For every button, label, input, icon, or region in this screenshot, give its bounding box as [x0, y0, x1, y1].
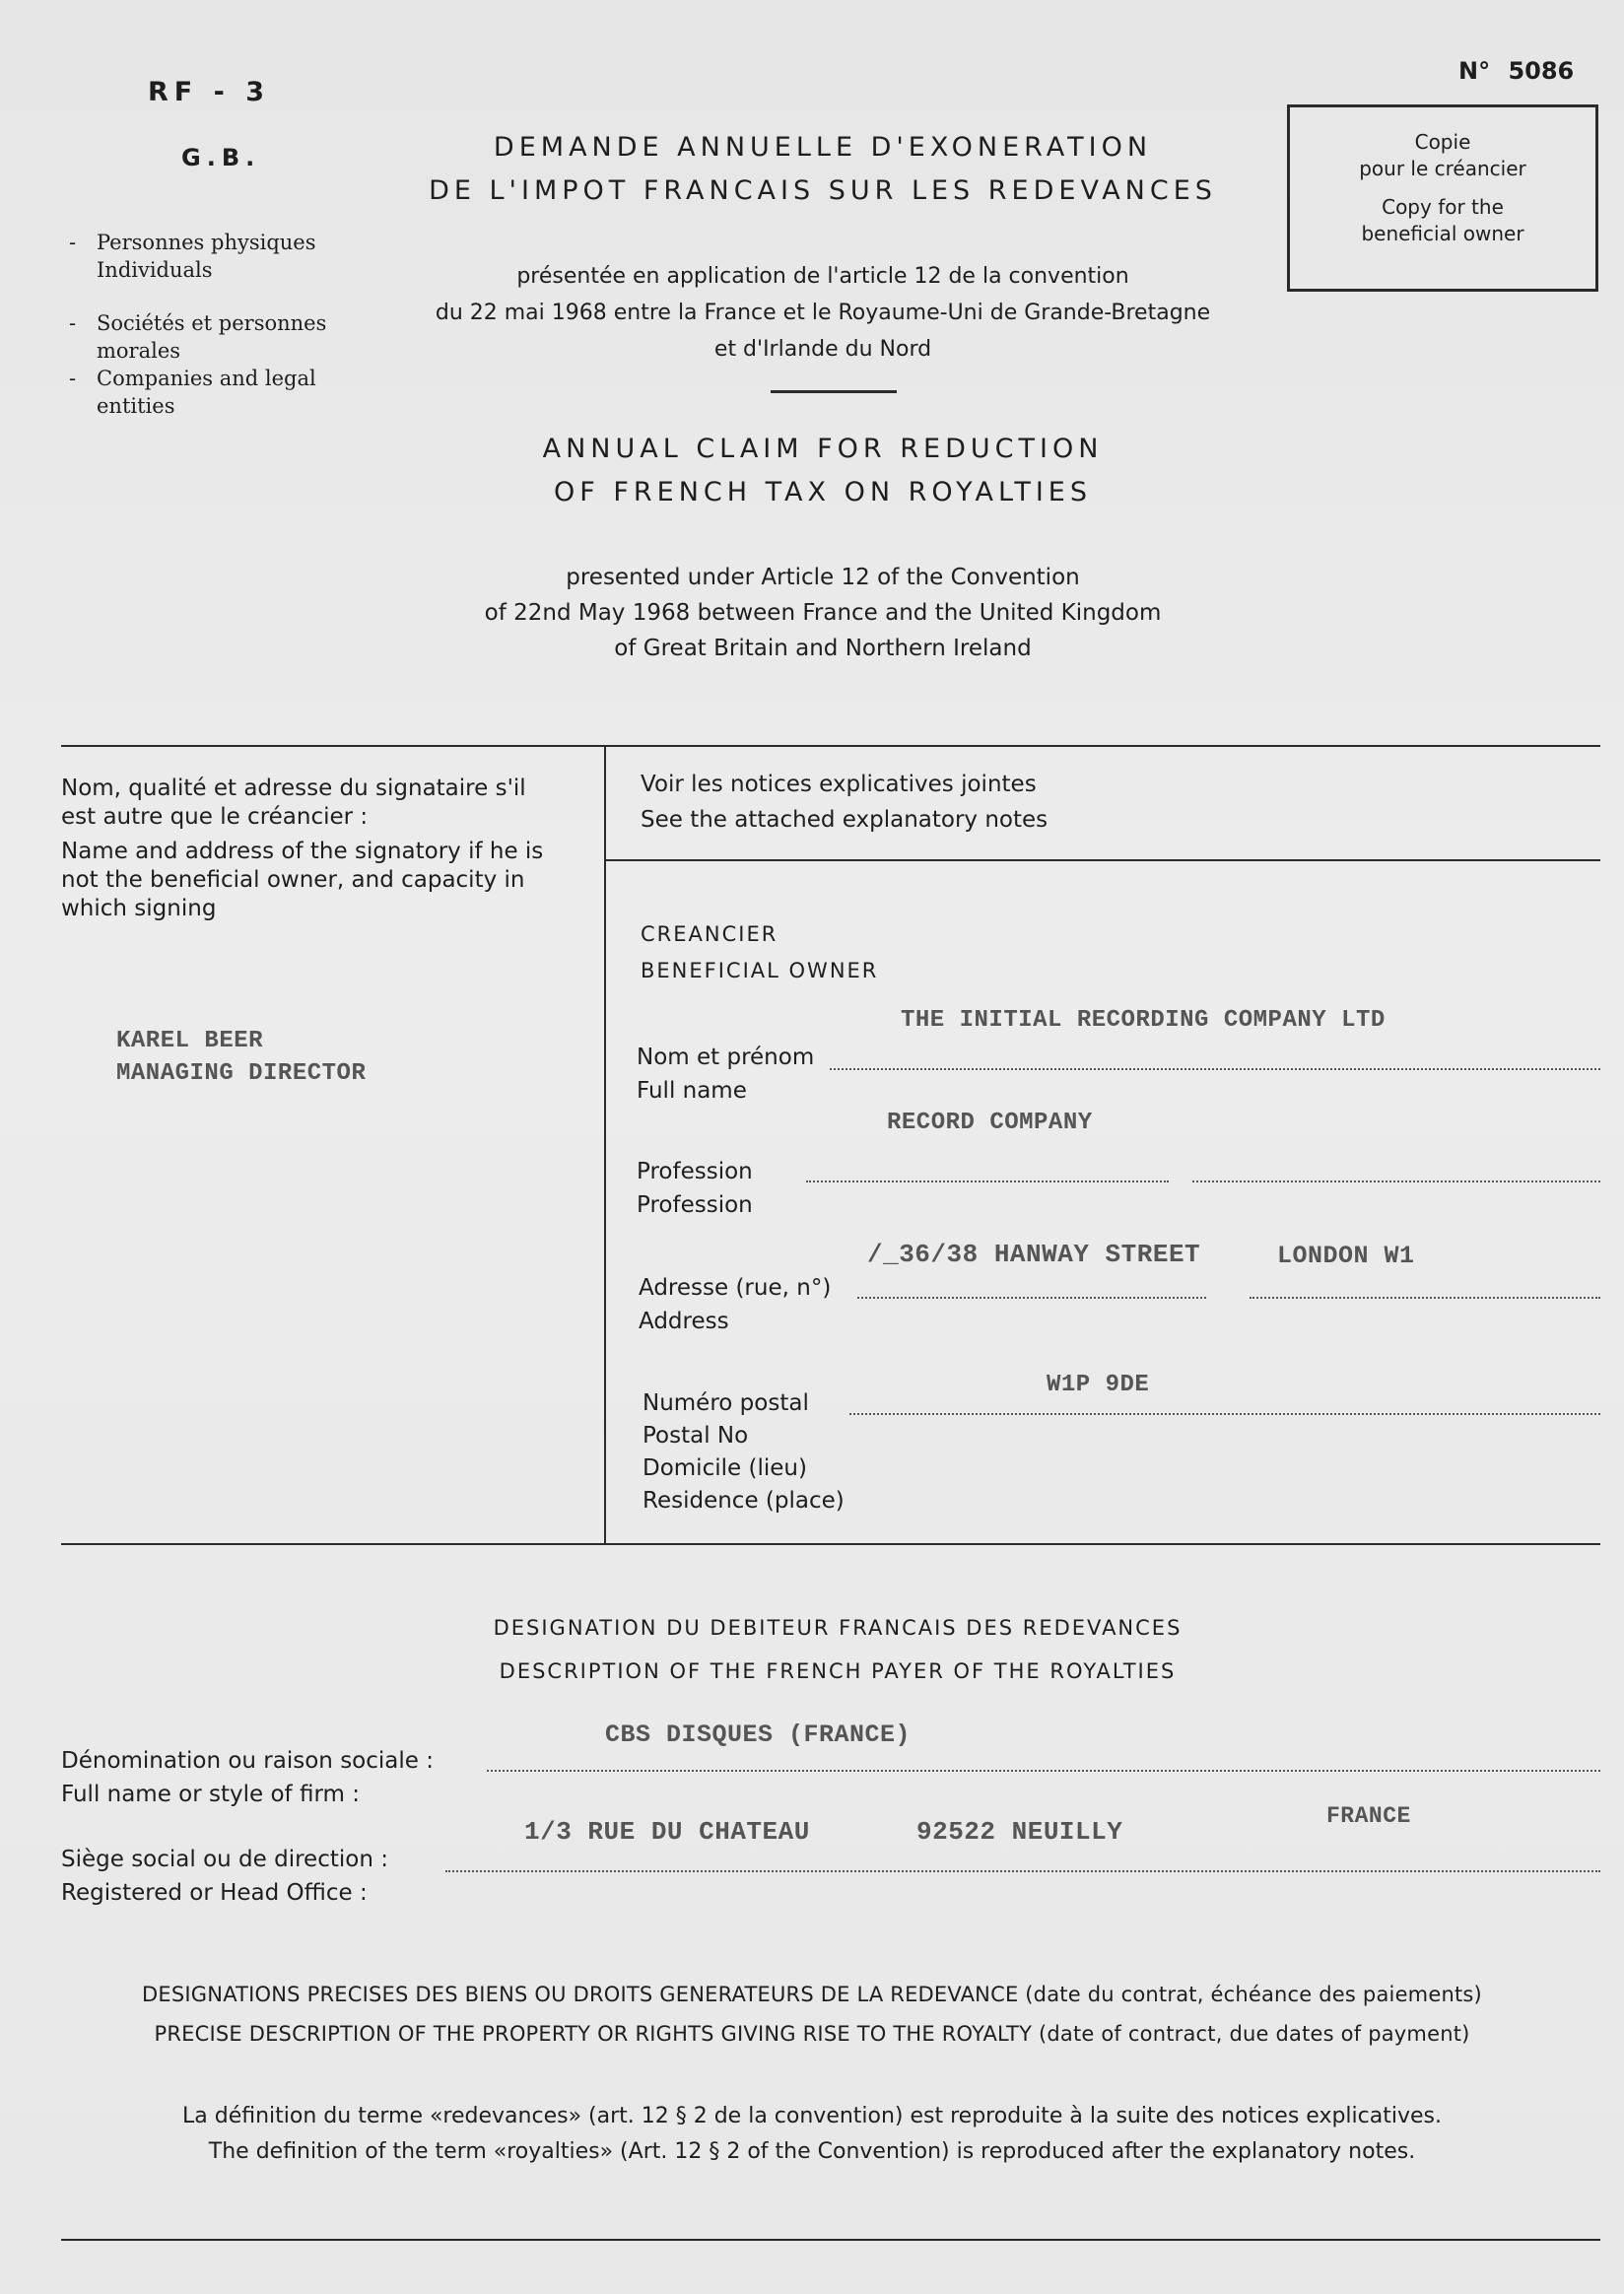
category-societes: - Sociétés et personnes morales: [69, 311, 327, 363]
form-code: RF - 3: [148, 77, 271, 107]
number-prefix: N°: [1458, 57, 1491, 85]
payer-office-label: Siège social ou de direction : Registered or Head Office :: [61, 1847, 388, 1906]
creditor-residence-label: Domicile (lieu): [643, 1455, 807, 1481]
copy-en-2: beneficial owner: [1361, 222, 1524, 245]
payer-name-label: Dénomination ou raison sociale : Full name or style of firm :: [61, 1748, 434, 1807]
creditor-name-label: Nom et prénom Full name: [637, 1045, 815, 1104]
payer-office-street: 1/3 RUE DU CHATEAU: [524, 1817, 810, 1847]
creditor-name-value: THE INITIAL RECORDING COMPANY LTD: [901, 1007, 1386, 1034]
title-fr: DEMANDE ANNUELLE D'EXONERATION DE L'IMPOT FRANCAIS SUR LES REDEVANCES: [429, 132, 1217, 206]
payer-office-country: FRANCE: [1326, 1803, 1411, 1829]
number-value: 5086: [1508, 57, 1575, 85]
copy-box: [1287, 104, 1598, 292]
box-top-rule: [61, 745, 1600, 747]
footer-rule: [61, 2239, 1600, 2241]
category-individuals: - Personnes physiques Individuals: [69, 231, 316, 282]
creditor-address-label: Adresse (rue, n°) Address: [639, 1275, 832, 1334]
notes: Voir les notices explicatives jointes See the attached explanatory notes: [641, 772, 1049, 833]
creditor-postal-line: [849, 1413, 1600, 1415]
country-code: G.B.: [181, 144, 261, 171]
creditor-name-line: [830, 1068, 1600, 1070]
box-divider: [604, 745, 606, 1545]
property-heading: DESIGNATIONS PRECISES DES BIENS OU DROITS GENERATEURS DE LA REDEVANCE (date du contrat, échéance des paiements) PRECISE DESCRIPTION OF THE PROPERTY OR RIGHTS GIVING RISE TO THE ROYALTY (date of contract, due dates of payment): [142, 1983, 1482, 2046]
form-number: [1458, 57, 1574, 85]
payer-heading: DESIGNATION DU DEBITEUR FRANCAIS DES REDEVANCES DESCRIPTION OF THE FRENCH PAYER OF THE ROYALTIES: [493, 1616, 1183, 1683]
creditor-address-line-1: [857, 1297, 1206, 1299]
category-list: [69, 229, 326, 420]
box-bottom-rule: [61, 1543, 1600, 1545]
signatory-value: [116, 1025, 366, 1090]
creditor-profession-line-2: [1192, 1181, 1600, 1182]
creditor-profession-line-1: [806, 1181, 1169, 1182]
creditor-profession-value: RECORD COMPANY: [887, 1110, 1093, 1136]
copy-fr-2: pour le créancier: [1359, 157, 1526, 180]
title-separator: [771, 390, 897, 393]
title-en: ANNUAL CLAIM FOR REDUCTION OF FRENCH TAX ON ROYALTIES: [542, 434, 1104, 507]
creditor-heading: CREANCIER BENEFICIAL OWNER: [641, 922, 879, 982]
signatory-title: MANAGING DIRECTOR: [116, 1060, 367, 1087]
notes-rule: [606, 859, 1600, 861]
copy-fr: Copie: [1414, 130, 1471, 154]
creditor-postal-label: Numéro postal Postal No Domicile (lieu) Residence (place): [643, 1390, 845, 1514]
creditor-address-value-2: LONDON W1: [1277, 1242, 1415, 1270]
creditor-postal-value: W1P 9DE: [1047, 1372, 1150, 1398]
subtitle-en: presented under Article 12 of the Convention of 22nd May 1968 between France and the United Kingdom of Great Britain and Northern Ireland: [484, 565, 1162, 661]
signatory-name: KAREL BEER: [116, 1028, 264, 1054]
creditor-address-line-2: [1250, 1297, 1600, 1299]
copy-en: Copy for the: [1382, 195, 1504, 219]
payer-name-line: [487, 1770, 1600, 1772]
signatory-label: Nom, qualité et adresse du signataire s'il est autre que le créancier : Name and address of the signatory if he is not the beneficial owner, and capacity in which signing: [61, 776, 544, 921]
payer-name-value: CBS DISQUES (FRANCE): [605, 1720, 912, 1749]
subtitle-fr: présentée en application de l'article 12 de la convention du 22 mai 1968 entre la France et le Royaume-Uni de Grande-Bretagne et d'Irlande du Nord: [435, 264, 1211, 362]
creditor-address-value-1: /_36/38 HANWAY STREET: [867, 1240, 1201, 1269]
category-companies: - Companies and legal entities: [69, 367, 316, 418]
definition-note: La définition du terme «redevances» (art. 12 § 2 de la convention) est reproduite à la suite des notices explicatives. The definition of the term «royalties» (Art. 12 § 2 of the Convention) is reproduced after the explanatory notes.: [182, 2104, 1442, 2164]
creditor-profession-label: Profession Profession: [637, 1159, 753, 1218]
payer-office-line: [445, 1870, 1600, 1872]
payer-office-city: 92522 NEUILLY: [916, 1817, 1123, 1847]
